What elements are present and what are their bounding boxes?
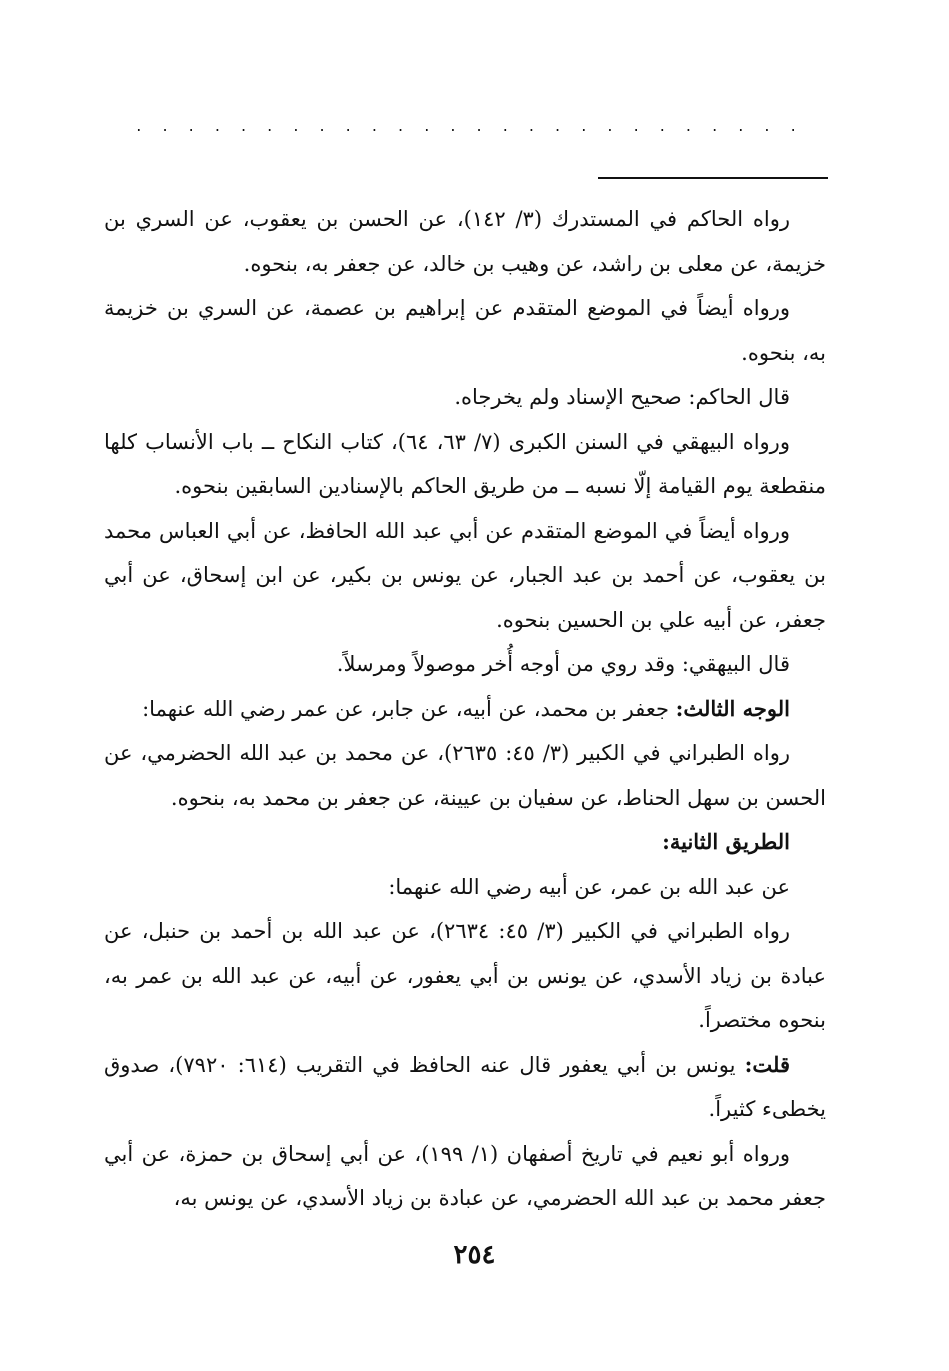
paragraph xyxy=(104,642,826,687)
paragraph-text: قال الحاكم: صحيح الإسناد ولم يخرجاه. xyxy=(454,385,790,409)
separator-dots: . . . . . . . . . . . . . . . . . . . . . . . . . . xyxy=(136,116,804,135)
paragraph-text: رواه الطبراني في الكبير (٣/ ٤٥: ٢٦٣٥)، عن محمد بن عبد الله الحضرمي، عن الحسن بن سهل الحناط، عن سفيان بن عيينة، عن جعفر بن محمد به، بنحوه. xyxy=(104,741,826,810)
section-heading xyxy=(104,820,826,865)
paragraph xyxy=(104,1043,826,1132)
paragraph-text: ورواه أيضاً في الموضع المتقدم عن أبي عبد الله الحافظ، عن أبي العباس محمد بن يعقوب، عن أحمد بن عبد الجبار، عن يونس بن بكير، عن ابن إسحاق، عن أبي جعفر، عن أبيه علي بن الحسين بنحوه. xyxy=(104,518,826,632)
paragraph-text: عن عبد الله بن عمر، عن أبيه رضي الله عنهما: xyxy=(388,874,790,899)
paragraph-text: رواه الطبراني في الكبير (٣/ ٤٥: ٢٦٣٤)، عن عبد الله بن أحمد بن حنبل، عن عبادة بن زياد الأسدي، عن يونس بن أبي يعفور، عن أبيه، عن عبد الله بن عمر به، بنحوه مختصراً. xyxy=(104,919,826,1032)
paragraph xyxy=(104,865,826,910)
footnote-rule xyxy=(598,177,828,179)
paragraph xyxy=(104,509,826,643)
paragraph-text: ورواه البيهقي في السنن الكبرى (٧/ ٦٣، ٦٤)، كتاب النكاح ــ باب الأنساب كلها منقطعة يوم القيامة إلّا نسبه ــ من طريق الحاكم بالإسنادين السابقين بنحوه. xyxy=(104,429,826,498)
paragraph-text: جعفر بن محمد، عن أبيه، عن جابر، عن عمر رضي الله عنهما: xyxy=(142,696,676,721)
paragraph xyxy=(104,375,826,420)
paragraph-label: الطريق الثانية: xyxy=(662,829,790,854)
paragraph-label: الوجه الثالث: xyxy=(675,695,790,721)
paragraph xyxy=(104,909,826,1043)
paragraph-text: يونس بن أبي يعفور قال عنه الحافظ في التقريب (٦١٤: ٧٩٢٠)، صدوق يخطىء كثيراً. xyxy=(104,1052,826,1121)
paragraph-text: ورواه أبو نعيم في تاريخ أصفهان (١/ ١٩٩)، عن أبي إسحاق بن حمزة، عن أبي جعفر محمد بن عبد الله الحضرمي، عن عبادة بن زياد الأسدي، عن يونس به، xyxy=(104,1141,826,1210)
paragraph xyxy=(104,731,826,820)
paragraph-label: قلت: xyxy=(744,1051,790,1077)
paragraph-text: رواه الحاكم في المستدرك (٣/ ١٤٢)، عن الحسن بن يعقوب، عن السري بن خزيمة، عن معلى بن راشد، عن وهيب بن خالد، عن جعفر به، بنحوه. xyxy=(104,207,826,276)
paragraph xyxy=(104,1132,826,1221)
paragraph-text: ورواه أيضاً في الموضع المتقدم عن إبراهيم بن عصمة، عن السري بن خزيمة به، بنحوه. xyxy=(104,296,826,365)
paragraph xyxy=(104,420,826,509)
paragraph xyxy=(104,286,826,375)
paragraph-text: قال البيهقي: وقد روي من أوجه أُخر موصولاً ومرسلاً. xyxy=(336,652,790,676)
page-number: ٢٥٤ xyxy=(453,1240,496,1270)
paragraph xyxy=(104,687,826,732)
paragraph xyxy=(104,197,826,286)
footnote-body xyxy=(104,197,826,1221)
